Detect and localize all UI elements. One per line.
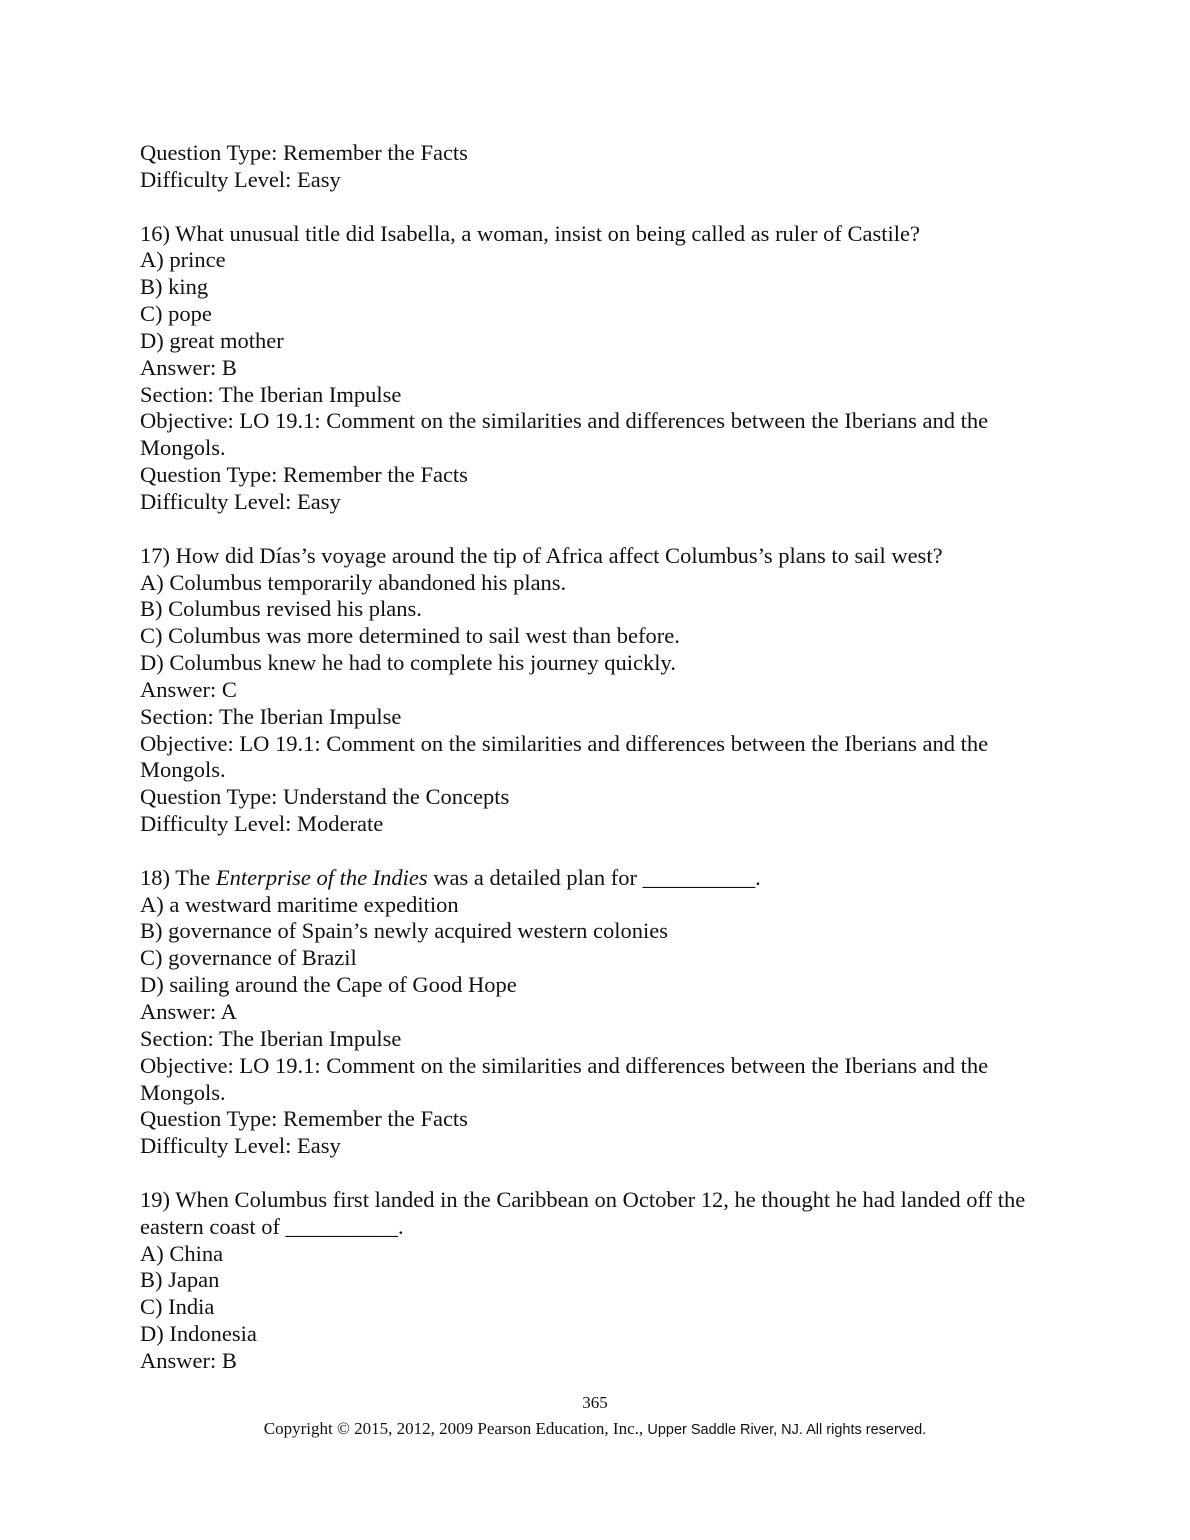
- option-b: B) governance of Spain’s newly acquired western colonies: [140, 918, 668, 944]
- answer: Answer: B: [140, 354, 237, 380]
- option-c: C) India: [140, 1294, 215, 1320]
- stem-italic-title: Enterprise of the Indies: [215, 864, 428, 890]
- question-stem: [140, 865, 1040, 892]
- option-b: B) king: [140, 274, 209, 300]
- section: Section: The Iberian Impulse: [140, 703, 402, 729]
- option-a: A) China: [140, 1240, 224, 1266]
- option-d: D) great mother: [140, 327, 284, 353]
- option-b: B) Columbus revised his plans.: [140, 596, 422, 622]
- question-type: Question Type: Understand the Concepts: [140, 784, 510, 810]
- spacer: [140, 194, 1040, 221]
- copyright-text: Copyright © 2015, 2012, 2009 Pearson Education, Inc.,: [263, 1419, 648, 1438]
- option-d: D) Columbus knew he had to complete his journey quickly.: [140, 650, 676, 676]
- difficulty-level: Difficulty Level: Easy: [140, 166, 341, 192]
- option-a: A) prince: [140, 247, 226, 273]
- question-stem: 19) When Columbus first landed in the Caribbean on October 12, he thought he had landed off the eastern coast of __________.: [140, 1186, 1026, 1239]
- stem-prefix: 18) The: [140, 864, 216, 890]
- option-a: A) Columbus temporarily abandoned his plans.: [140, 569, 567, 595]
- question-19: [140, 1187, 1040, 1375]
- copyright-rights: Upper Saddle River, NJ. All rights reserved.: [647, 1422, 927, 1438]
- option-c: C) Columbus was more determined to sail west than before.: [140, 623, 680, 649]
- objective: Objective: LO 19.1: Comment on the similarities and differences between the Iberians and the Mongols.: [140, 730, 989, 783]
- copyright-notice: [0, 1418, 1190, 1441]
- answer: Answer: B: [140, 1347, 237, 1373]
- difficulty-level: Difficulty Level: Moderate: [140, 811, 384, 837]
- option-c: C) governance of Brazil: [140, 945, 357, 971]
- question-type: Question Type: Remember the Facts: [140, 140, 468, 165]
- spacer: [140, 1160, 1040, 1187]
- option-c: C) pope: [140, 301, 212, 327]
- option-b: B) Japan: [140, 1267, 220, 1293]
- section: Section: The Iberian Impulse: [140, 381, 402, 407]
- question-stem: 17) How did Días’s voyage around the tip of Africa affect Columbus’s plans to sail west?: [140, 542, 943, 568]
- document-page: [140, 140, 1040, 1375]
- answer: Answer: C: [140, 676, 237, 702]
- section: Section: The Iberian Impulse: [140, 1025, 402, 1051]
- spacer: [140, 838, 1040, 865]
- question-type: Question Type: Remember the Facts: [140, 1106, 468, 1132]
- difficulty-level: Difficulty Level: Easy: [140, 488, 341, 514]
- stem-suffix: was a detailed plan for __________.: [427, 864, 761, 890]
- difficulty-level: Difficulty Level: Easy: [140, 1133, 341, 1159]
- option-d: D) sailing around the Cape of Good Hope: [140, 972, 517, 998]
- question-type: Question Type: Remember the Facts: [140, 462, 468, 488]
- option-a: A) a westward maritime expedition: [140, 891, 459, 917]
- answer: Answer: A: [140, 999, 237, 1024]
- objective: Objective: LO 19.1: Comment on the similarities and differences between the Iberians and the Mongols.: [140, 408, 989, 461]
- objective: Objective: LO 19.1: Comment on the similarities and differences between the Iberians and the Mongols.: [140, 1052, 989, 1105]
- question-17: [140, 543, 1040, 838]
- question-stem: 16) What unusual title did Isabella, a woman, insist on being called as ruler of Castile?: [140, 220, 921, 246]
- page-number: 365: [582, 1393, 608, 1412]
- question-18: [140, 865, 1040, 1160]
- option-d: D) Indonesia: [140, 1321, 257, 1347]
- question-16: [140, 221, 1040, 516]
- spacer: [140, 516, 1040, 543]
